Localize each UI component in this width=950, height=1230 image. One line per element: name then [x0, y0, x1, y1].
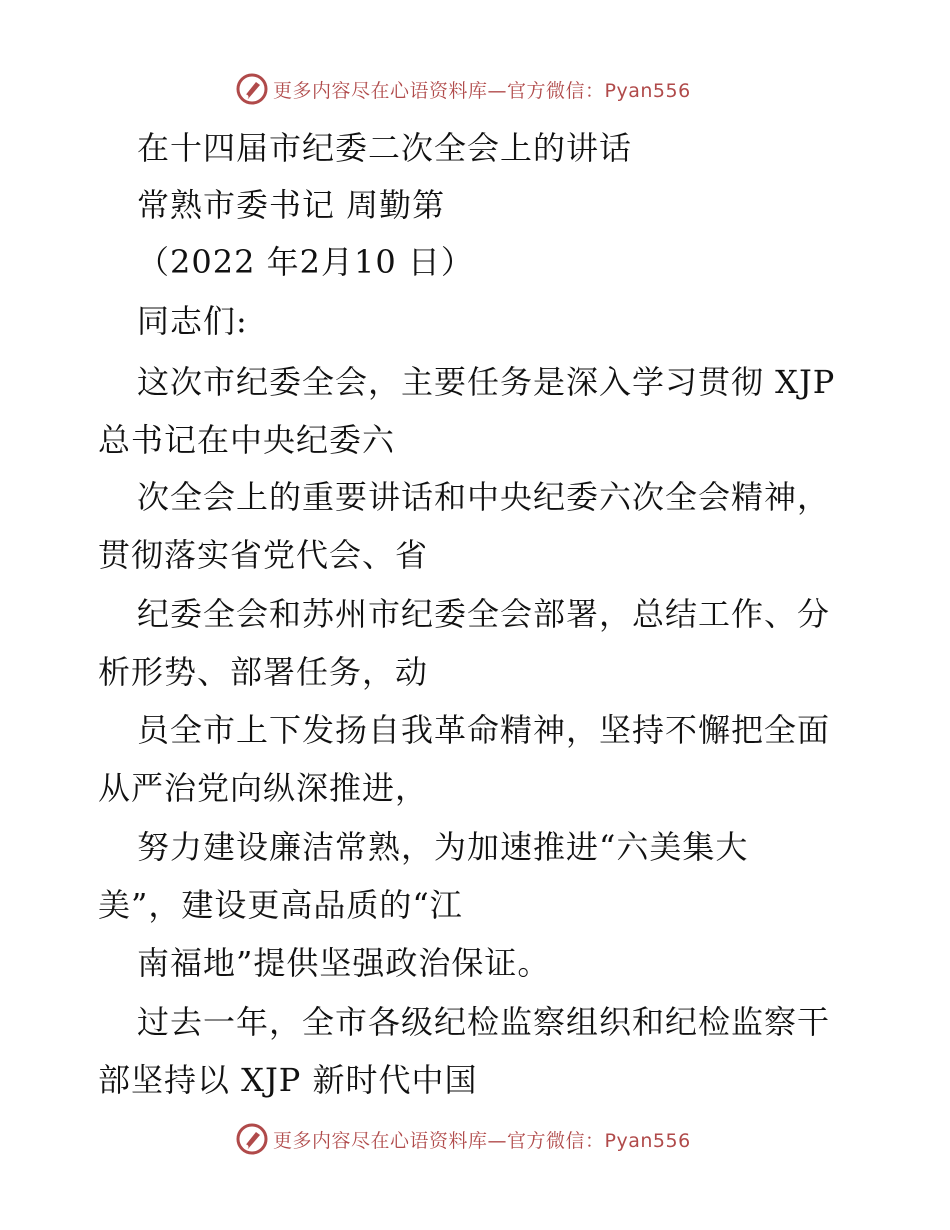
watermark-text: 更多内容尽在心语资料库—官方微信：Pyan556	[273, 79, 691, 102]
body-line: 从严治党向纵深推进，	[98, 769, 429, 807]
body-line: 贯彻落实省党代会、省	[98, 536, 429, 574]
pen-nib-logo-icon	[235, 1122, 269, 1156]
body-line: 过去一年，全市各级纪检监察组织和纪检监察干	[137, 1003, 831, 1041]
body-line: 次全会上的重要讲话和中央纪委六次全会精神，	[137, 478, 831, 516]
footer-watermark	[235, 1122, 691, 1156]
body-line: 析形势、部署任务，动	[98, 653, 429, 691]
body-line: 美”，建设更高品质的“江	[98, 886, 463, 924]
body-line: 这次市纪委全会，主要任务是深入学习贯彻 XJP	[137, 363, 836, 401]
body-line: 纪委全会和苏州市纪委全会部署，总结工作、分	[137, 595, 831, 633]
pen-nib-logo-icon	[235, 72, 269, 106]
document-title: 在十四届市纪委二次全会上的讲话	[137, 129, 633, 167]
body-line: 努力建设廉洁常熟，为加速推进“六美集大	[137, 828, 749, 866]
header-watermark	[235, 72, 691, 106]
body-line: 南福地”提供坚强政治保证。	[137, 944, 551, 982]
salutation: 同志们:	[137, 302, 248, 340]
document-date: （2022 年2月10 日）	[137, 243, 474, 281]
watermark-text: 更多内容尽在心语资料库—官方微信：Pyan556	[273, 1129, 691, 1152]
body-line: 部坚持以 XJP 新时代中国	[98, 1061, 478, 1099]
document-author: 常熟市委书记 周勤第	[137, 186, 446, 224]
body-line: 总书记在中央纪委六	[98, 421, 396, 459]
body-line: 员全市上下发扬自我革命精神，坚持不懈把全面	[137, 711, 831, 749]
